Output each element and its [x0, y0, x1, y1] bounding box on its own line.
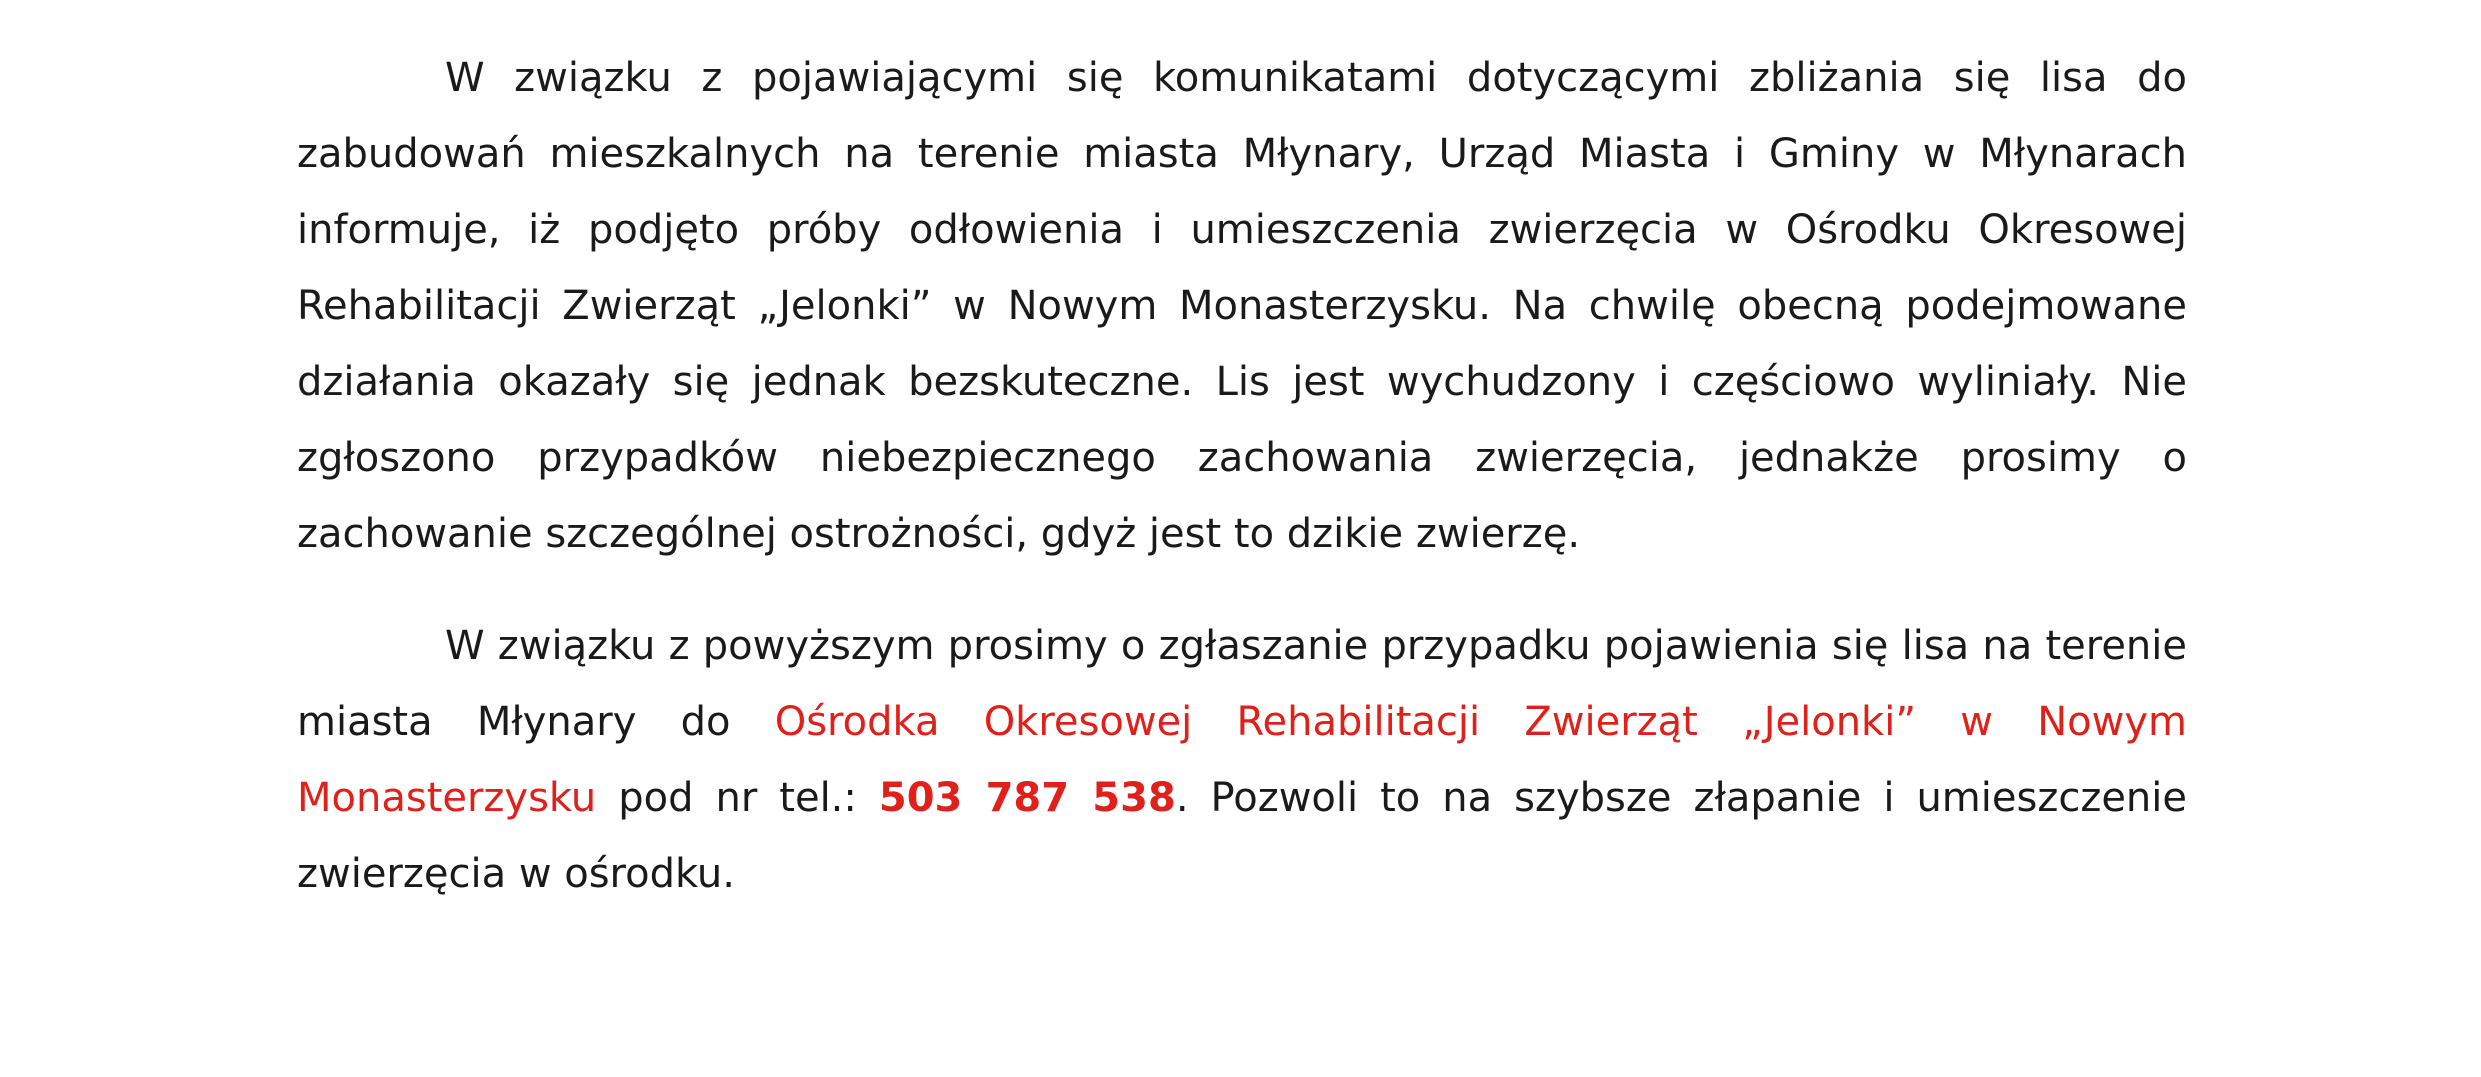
paragraph-reporting-request — [297, 608, 2187, 912]
phone-number: 503 787 538 — [878, 775, 1176, 821]
closing-text: . Pozwoli to na szybsze złapanie i umieszczenie zwierzęcia w ośrodku. — [297, 775, 2188, 897]
phone-label: pod nr tel.: — [596, 775, 879, 821]
reporting-intro-text: W związku z powyższym prosimy o zgłaszanie przypadku pojawienia się lisa na terenie miasta Młynary do — [297, 623, 2187, 745]
paragraph-fox-information: W związku z pojawiającymi się komunikatami dotyczącymi zbliżania się lisa do zabudowań mieszkalnych na terenie miasta Młynary, Urząd Miasta i Gminy w Młynarach informuje, iż podjęto próby odłowienia i umieszczenia zwierzęcia w Ośrodku Okresowej Rehabilitacji Zwierząt „Jelonki” w Nowym Monasterzysku. Na chwilę obecną podejmowane działania okazały się jednak bezskuteczne. Lis jest wychudzony i częściowo wyliniały. Nie zgłoszono przypadków niebezpiecznego zachowania zwierzęcia, jednakże prosimy o zachowanie szczególnej ostrożności, gdyż jest to dzikie zwierzę. — [297, 55, 2187, 557]
document-body — [297, 40, 2187, 912]
rehabilitation-center-name: Ośrodka Okresowej Rehabilitacji Zwierząt „Jelonki” w Nowym Monasterzysku — [297, 699, 2187, 821]
